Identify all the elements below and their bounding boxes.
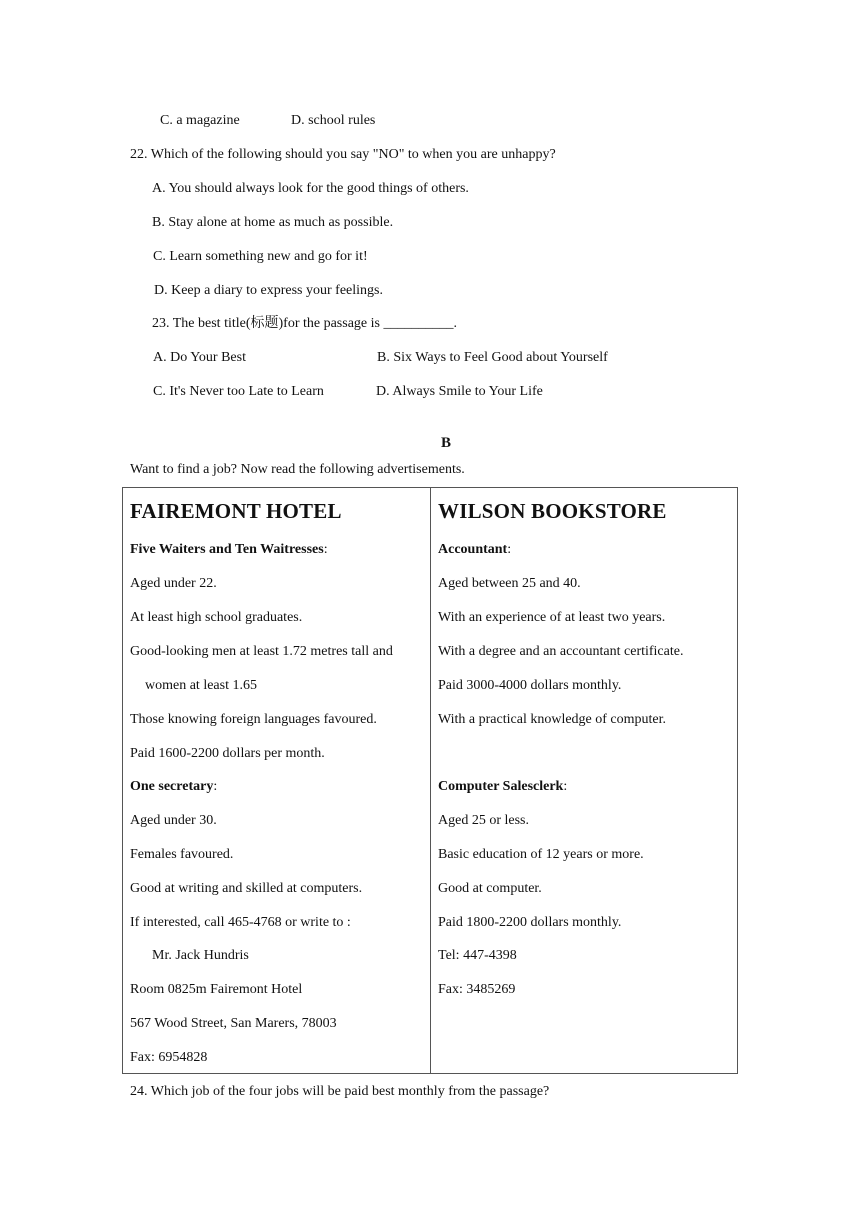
requirement-line: Females favoured. bbox=[130, 847, 234, 862]
job-title: Computer Salesclerk bbox=[438, 779, 564, 794]
q22-option-c: C. Learn something new and go for it! bbox=[153, 249, 368, 264]
requirement-line: Aged under 30. bbox=[130, 813, 217, 828]
contact-line: Room 0825m Fairemont Hotel bbox=[130, 982, 303, 997]
requirement-line: Good at computer. bbox=[438, 881, 542, 896]
contact-line: Mr. Jack Hundris bbox=[152, 948, 249, 963]
q23-option-d: D. Always Smile to Your Life bbox=[376, 384, 543, 399]
requirement-line: Good-looking men at least 1.72 metres tall and bbox=[130, 644, 393, 659]
q23-option-c: C. It's Never too Late to Learn bbox=[153, 384, 324, 399]
contact-line: Fax: 6954828 bbox=[130, 1050, 208, 1065]
requirement-line: Paid 3000-4000 dollars monthly. bbox=[438, 678, 622, 693]
ad-title: WILSON BOOKSTORE bbox=[438, 499, 667, 523]
contact-line: If interested, call 465-4768 or write to : bbox=[130, 915, 351, 930]
requirement-line: Those knowing foreign languages favoured. bbox=[130, 712, 377, 727]
q23-option-a: A. Do Your Best bbox=[153, 350, 246, 365]
job-title: Five Waiters and Ten Waitresses bbox=[130, 542, 324, 557]
q23-option-b: B. Six Ways to Feel Good about Yourself bbox=[377, 350, 608, 365]
q21-option-d: D. school rules bbox=[291, 113, 376, 128]
advertisements-table bbox=[122, 487, 738, 1074]
requirement-line: At least high school graduates. bbox=[130, 610, 303, 625]
job-title: One secretary bbox=[130, 779, 214, 794]
contact-line: 567 Wood Street, San Marers, 78003 bbox=[130, 1016, 337, 1031]
q23-stem: 23. The best title(标题)for the passage is __________. bbox=[152, 316, 457, 331]
job-heading: Accountant: bbox=[438, 542, 512, 557]
requirement-line: Good at writing and skilled at computers. bbox=[130, 881, 363, 896]
q22-stem: 22. Which of the following should you say "NO" to when you are unhappy? bbox=[130, 147, 556, 162]
job-heading: One secretary: bbox=[130, 779, 218, 794]
ad-title: FAIREMONT HOTEL bbox=[130, 499, 342, 523]
requirement-line: women at least 1.65 bbox=[145, 678, 257, 693]
requirement-line: Aged between 25 and 40. bbox=[438, 576, 581, 591]
job-title: Accountant bbox=[438, 542, 508, 557]
job-heading: Computer Salesclerk: bbox=[438, 779, 568, 794]
job-heading: Five Waiters and Ten Waitresses: bbox=[130, 542, 328, 557]
requirement-line: Aged 25 or less. bbox=[438, 813, 529, 828]
q22-option-a: A. You should always look for the good things of others. bbox=[152, 181, 469, 196]
requirement-line: Paid 1600-2200 dollars per month. bbox=[130, 746, 325, 761]
ad-fairemont-hotel bbox=[123, 488, 431, 1074]
requirement-line: With a practical knowledge of computer. bbox=[438, 712, 667, 727]
contact-line: Tel: 447-4398 bbox=[438, 948, 517, 963]
section-label: B bbox=[441, 435, 452, 451]
requirement-line: Basic education of 12 years or more. bbox=[438, 847, 644, 862]
q22-option-b: B. Stay alone at home as much as possible. bbox=[152, 215, 394, 230]
contact-line: Fax: 3485269 bbox=[438, 982, 516, 997]
ad-wilson-bookstore bbox=[431, 488, 738, 1074]
q22-option-d: D. Keep a diary to express your feelings. bbox=[154, 283, 383, 298]
requirement-line: With a degree and an accountant certificate. bbox=[438, 644, 684, 659]
requirement-line: Aged under 22. bbox=[130, 576, 217, 591]
q24-stem: 24. Which job of the four jobs will be paid best monthly from the passage? bbox=[130, 1084, 550, 1099]
requirement-line: With an experience of at least two years. bbox=[438, 610, 666, 625]
requirement-line: Paid 1800-2200 dollars monthly. bbox=[438, 915, 622, 930]
q21-option-c: C. a magazine bbox=[160, 113, 240, 128]
section-intro: Want to find a job? Now read the following advertisements. bbox=[130, 462, 465, 477]
